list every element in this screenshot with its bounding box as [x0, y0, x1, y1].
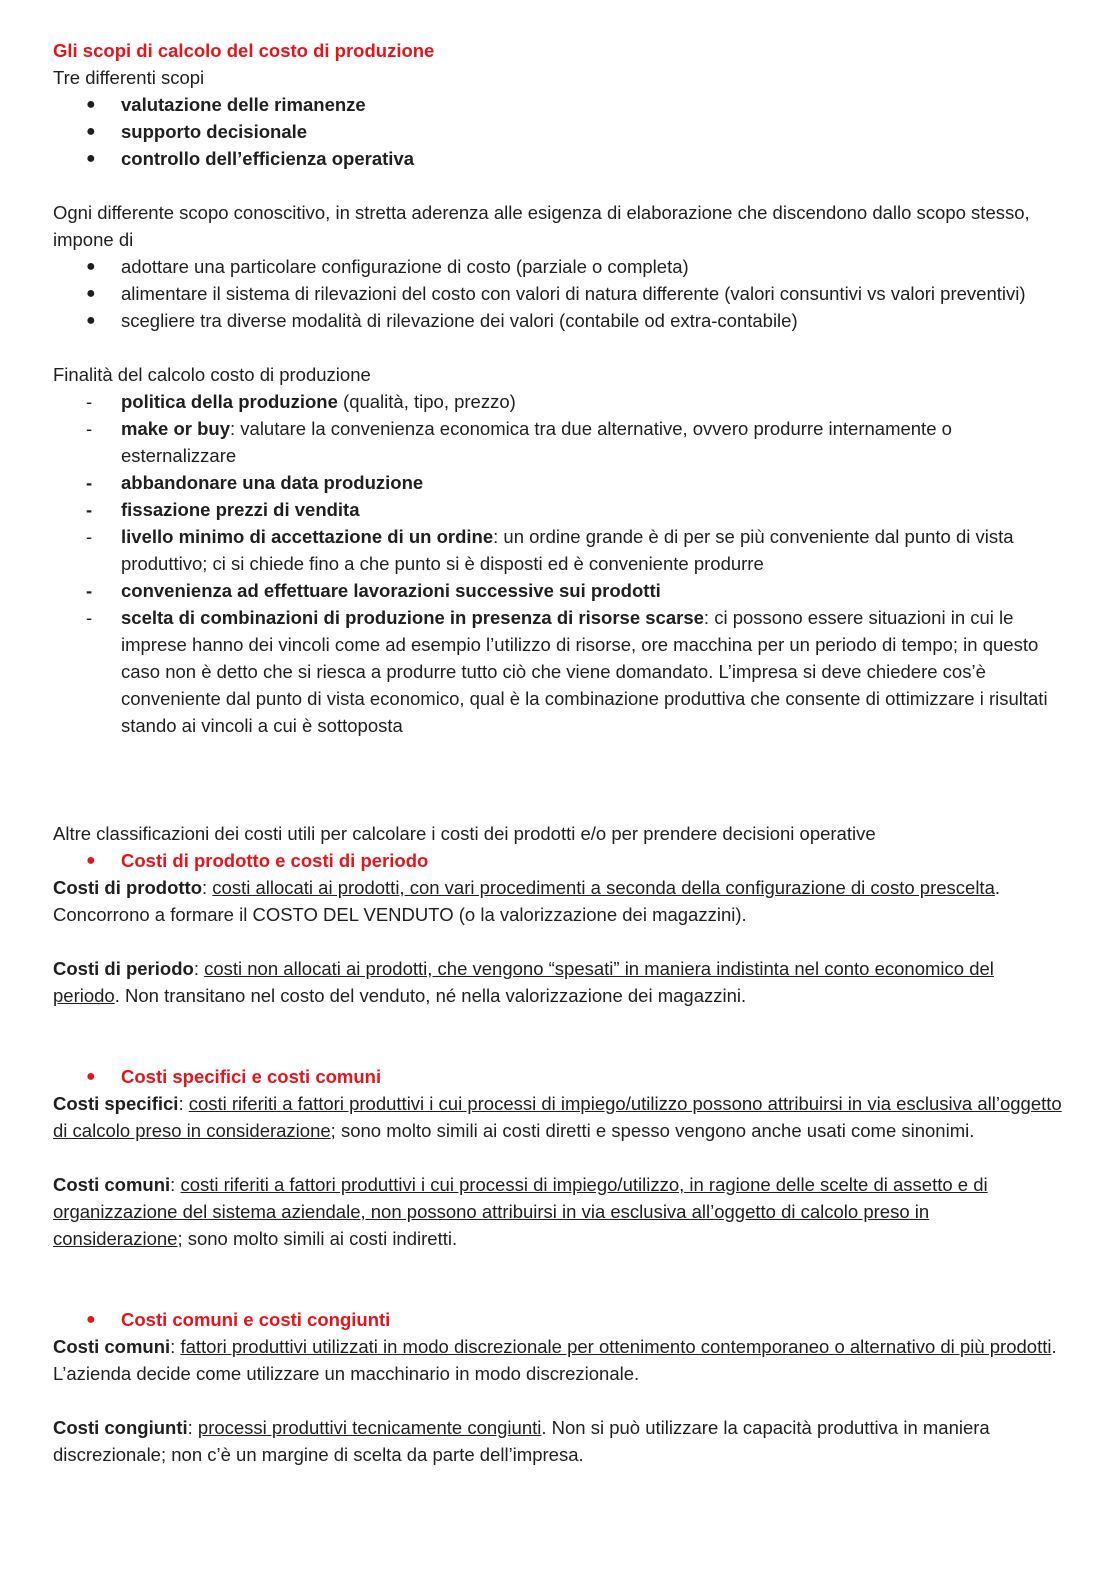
dash-item: - fissazione prezzi di vendita: [53, 496, 1063, 523]
bullet-icon: ●: [86, 96, 96, 113]
bullet-icon: ●: [86, 1311, 96, 1328]
bullet-icon: ●: [86, 1068, 96, 1085]
bullet-icon: ●: [86, 312, 96, 329]
definition-paragraph: Costi comuni: fattori produttivi utilizzati in modo discrezionale per ottenimento contemporaneo o alternativo di più prodotti. L’azienda decide come utilizzare un macchinario in modo discrezionale.: [53, 1336, 1057, 1384]
section-heading: ● Costi di prodotto e costi di periodo: [53, 847, 1063, 874]
paragraph: Altre classificazioni dei costi utili per calcolare i costi dei prodotti e/o per prendere decisioni operative: [53, 823, 876, 844]
bullet-item: ● supporto decisionale: [53, 118, 1063, 145]
dash-item: - politica della produzione (qualità, tipo, prezzo): [53, 388, 1063, 415]
bullet-icon: ●: [86, 852, 96, 869]
dash-item: - scelta di combinazioni di produzione in presenza di risorse scarse: ci possono essere situazioni in cui le imprese hanno dei vincoli come ad esempio l’utilizzo di risorse, ore macchina per un periodo di tempo; in questo caso non è detto che si riesca a produrre tutto ciò che viene domandato. L’impresa si deve chiedere cos’è conveniente dal punto di vista economico, qual è la combinazione produttiva che consente di ottimizzare i risultati stando ai vincoli a cui è sottoposta: [53, 604, 1063, 739]
bullet-item: ● scegliere tra diverse modalità di rilevazione dei valori (contabile od extra-contabile): [53, 307, 1063, 334]
dash-item: - livello minimo di accettazione di un ordine: un ordine grande è di per se più conveniente dal punto di vista produttivo; ci si chiede fino a che punto si è disposti ed è conveniente produrre: [53, 523, 1063, 577]
section-title: Gli scopi di calcolo del costo di produzione: [53, 40, 435, 61]
definition-paragraph: Costi comuni: costi riferiti a fattori produttivi i cui processi di impiego/utilizzo, in ragione delle scelte di assetto e di organizzazione del sistema aziendale, non possono attribuirsi in via esclusiva all’oggetto di calcolo preso in considerazione; sono molto simili ai costi indiretti.: [53, 1174, 988, 1249]
bullet-icon: ●: [86, 258, 96, 275]
paragraph: Finalità del calcolo costo di produzione: [53, 364, 371, 385]
section-intro: Tre differenti scopi: [53, 67, 205, 88]
paragraph: Ogni differente scopo conoscitivo, in stretta aderenza alle esigenza di elaborazione che discendono dallo scopo stesso, impone di: [53, 202, 1030, 250]
bullet-item: ● valutazione delle rimanenze: [53, 91, 1063, 118]
bullet-icon: ●: [86, 123, 96, 140]
dash-icon: -: [86, 472, 93, 493]
bullet-icon: ●: [86, 285, 96, 302]
dash-icon: -: [86, 391, 93, 412]
definition-paragraph: Costi di prodotto: costi allocati ai prodotti, con vari procedimenti a seconda della configurazione di costo prescelta. Concorrono a formare il COSTO DEL VENDUTO (o la valorizzazione dei magazzini).: [53, 877, 1000, 925]
document-content: [53, 37, 1063, 1468]
dash-icon: -: [86, 499, 93, 520]
dash-icon: -: [86, 418, 93, 439]
section-heading: ● Costi comuni e costi congiunti: [53, 1306, 1063, 1333]
definition-paragraph: Costi di periodo: costi non allocati ai prodotti, che vengono “spesati” in maniera indistinta nel conto economico del periodo. Non transitano nel costo del venduto, né nella valorizzazione dei magazzini.: [53, 958, 994, 1006]
dash-item: - abbandonare una data produzione: [53, 469, 1063, 496]
bullet-item: ● adottare una particolare configurazione di costo (parziale o completa): [53, 253, 1063, 280]
dash-item: - convenienza ad effettuare lavorazioni successive sui prodotti: [53, 577, 1063, 604]
dash-icon: -: [86, 580, 93, 601]
dash-icon: -: [86, 526, 93, 547]
definition-paragraph: Costi congiunti: processi produttivi tecnicamente congiunti. Non si può utilizzare la capacità produttiva in maniera discrezionale; non c’è un margine di scelta da parte dell’impresa.: [53, 1417, 990, 1465]
definition-paragraph: Costi specifici: costi riferiti a fattori produttivi i cui processi di impiego/utilizzo possono attribuirsi in via esclusiva all’oggetto di calcolo preso in considerazione; sono molto simili ai costi diretti e spesso vengono anche usati come sinonimi.: [53, 1093, 1062, 1141]
bullet-icon: ●: [86, 150, 96, 167]
dash-icon: -: [86, 607, 93, 628]
section-heading: ● Costi specifici e costi comuni: [53, 1063, 1063, 1090]
bullet-item: ● alimentare il sistema di rilevazioni del costo con valori di natura differente (valori consuntivi vs valori preventivi): [53, 280, 1063, 307]
bullet-item: ● controllo dell’efficienza operativa: [53, 145, 1063, 172]
dash-item: - make or buy: valutare la convenienza economica tra due alternative, ovvero produrre internamente o esternalizzare: [53, 415, 1063, 469]
